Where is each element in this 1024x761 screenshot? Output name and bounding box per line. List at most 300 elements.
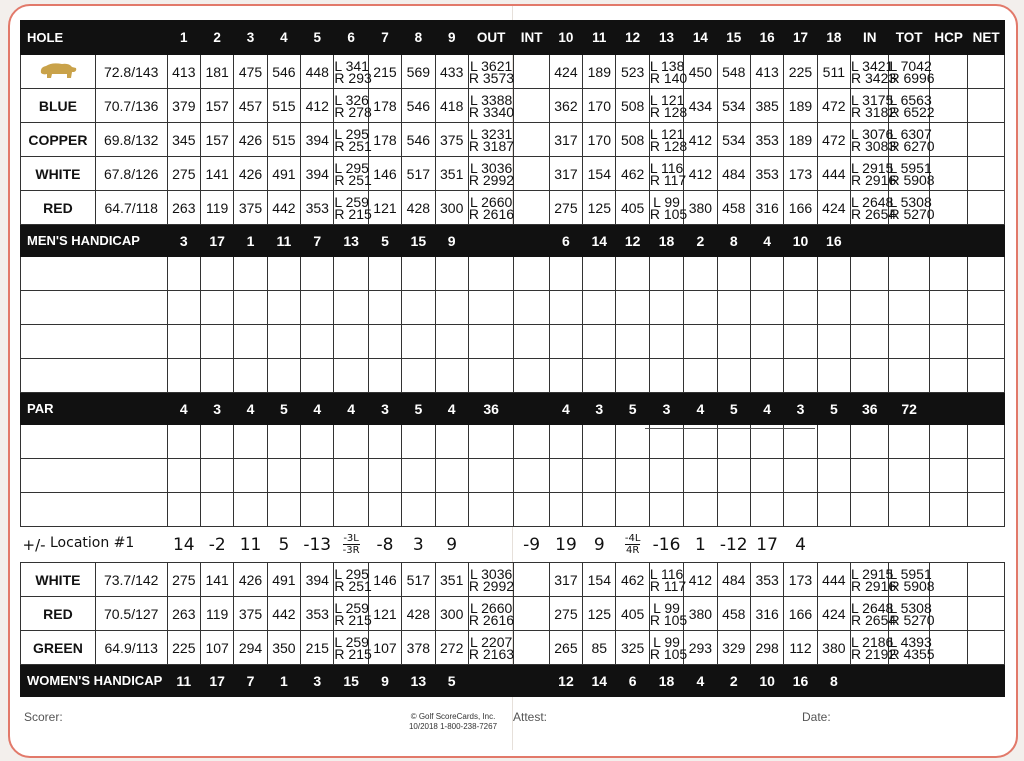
tot-total (889, 55, 935, 89)
net-cell (968, 157, 1005, 191)
score-cell[interactable] (684, 493, 717, 527)
score-cell[interactable] (817, 425, 850, 459)
score-cell[interactable] (684, 425, 717, 459)
value: 4 (549, 393, 582, 425)
handwritten-value: -8 (368, 527, 401, 563)
right-value: R 2616 (468, 611, 515, 628)
score-cell[interactable] (889, 291, 929, 325)
score-cell[interactable] (301, 459, 334, 493)
score-cell[interactable] (435, 359, 468, 393)
in-total (851, 123, 897, 157)
score-cell[interactable] (549, 257, 582, 291)
score-cell[interactable] (929, 493, 967, 527)
handwritten-value: 1 (684, 527, 717, 563)
yardage: 546 (402, 89, 435, 123)
score-cell[interactable] (368, 359, 401, 393)
score-cell[interactable] (929, 425, 967, 459)
score-cell[interactable] (851, 257, 889, 291)
value: 8 (817, 665, 850, 697)
score-cell[interactable] (583, 257, 616, 291)
score-cell[interactable] (784, 459, 817, 493)
value: 4 (334, 393, 368, 425)
player-name-cell[interactable] (21, 493, 168, 527)
score-cell[interactable] (200, 257, 233, 291)
score-cell[interactable] (167, 425, 200, 459)
int-cell (514, 631, 549, 665)
score-cell[interactable] (334, 291, 368, 325)
left-value: L 6563 (889, 91, 932, 108)
score-cell[interactable] (402, 257, 435, 291)
tot-value: 72 (889, 393, 929, 425)
score-cell[interactable] (301, 325, 334, 359)
left-value: L 2915 (851, 565, 894, 582)
score-cell[interactable] (200, 359, 233, 393)
score-cell[interactable] (514, 257, 549, 291)
score-cell[interactable] (368, 459, 401, 493)
score-cell[interactable] (301, 257, 334, 291)
score-cell[interactable] (717, 359, 750, 393)
score-cell[interactable] (968, 359, 1005, 393)
score-cell[interactable] (549, 359, 582, 393)
score-cell[interactable] (684, 257, 717, 291)
score-cell[interactable] (468, 291, 514, 325)
score-cell[interactable] (167, 359, 200, 393)
score-cell[interactable] (616, 325, 649, 359)
score-cell[interactable] (750, 459, 783, 493)
score-cell[interactable] (167, 291, 200, 325)
score-cell[interactable] (649, 257, 683, 291)
right-value: R 3182 (851, 103, 897, 120)
score-cell[interactable] (684, 325, 717, 359)
int-value (514, 665, 549, 697)
yardage: 444 (817, 157, 850, 191)
score-cell[interactable] (402, 459, 435, 493)
yardage: 458 (717, 597, 750, 631)
yardage: 462 (616, 157, 649, 191)
frac-bottom: 4R (626, 545, 640, 556)
score-cell[interactable] (616, 459, 649, 493)
right-value: R 2192 (851, 645, 897, 662)
yardage: 121 (368, 191, 401, 225)
player-name-cell[interactable] (21, 291, 168, 325)
hcp-value (929, 665, 967, 697)
score-cell[interactable] (583, 325, 616, 359)
score-cell[interactable] (301, 291, 334, 325)
score-cell[interactable] (200, 493, 233, 527)
score-cell[interactable] (817, 257, 850, 291)
hole-13-yardage (649, 597, 688, 631)
score-cell[interactable] (817, 459, 850, 493)
score-cell[interactable] (468, 257, 514, 291)
yardage: 546 (402, 123, 435, 157)
score-cell[interactable] (851, 359, 889, 393)
int-label: INT (514, 21, 549, 55)
score-cell[interactable] (200, 325, 233, 359)
yardage: 475 (234, 55, 267, 89)
score-cell[interactable] (583, 359, 616, 393)
score-cell[interactable] (549, 325, 582, 359)
score-cell[interactable] (234, 291, 267, 325)
yardage: 413 (750, 55, 783, 89)
score-cell[interactable] (784, 359, 817, 393)
left-value: L 99 (653, 599, 680, 616)
score-cell[interactable] (649, 359, 683, 393)
left-value: L 341 (334, 57, 369, 74)
score-cell[interactable] (549, 425, 582, 459)
hole-number: 7 (368, 21, 401, 55)
score-cell[interactable] (234, 359, 267, 393)
score-cell[interactable] (435, 257, 468, 291)
score-cell[interactable] (929, 291, 967, 325)
hole-13-yardage (649, 123, 688, 157)
score-cell[interactable] (549, 493, 582, 527)
left-value: L 3421 (851, 57, 894, 74)
score-cell[interactable] (684, 459, 717, 493)
score-cell[interactable] (402, 493, 435, 527)
score-cell[interactable] (889, 325, 929, 359)
score-cell[interactable] (717, 291, 750, 325)
player-name-cell[interactable] (21, 257, 168, 291)
score-cell[interactable] (267, 359, 300, 393)
hole-13-yardage (649, 55, 688, 89)
score-cell[interactable] (267, 325, 300, 359)
score-cell[interactable] (167, 459, 200, 493)
score-cell[interactable] (234, 257, 267, 291)
right-value: R 6270 (889, 137, 935, 154)
plus-minus-symbol: +/- (22, 536, 46, 554)
score-cell[interactable] (717, 459, 750, 493)
score-cell[interactable] (583, 493, 616, 527)
in-total (851, 55, 897, 89)
score-cell[interactable] (402, 325, 435, 359)
score-cell[interactable] (402, 359, 435, 393)
score-cell[interactable] (200, 291, 233, 325)
score-cell[interactable] (649, 291, 683, 325)
score-cell[interactable] (784, 257, 817, 291)
yardage: 351 (435, 563, 468, 597)
value: 3 (368, 393, 401, 425)
right-value: R 117 (649, 171, 687, 188)
score-cell[interactable] (717, 257, 750, 291)
player-name-cell[interactable] (21, 425, 168, 459)
in-total (851, 191, 897, 225)
tot-total (889, 123, 935, 157)
score-cell[interactable] (368, 325, 401, 359)
score-cell[interactable] (784, 425, 817, 459)
value: 7 (234, 665, 267, 697)
score-cell[interactable] (368, 493, 401, 527)
yardage: 362 (549, 89, 582, 123)
yardage: 379 (167, 89, 200, 123)
right-value: R 2916 (851, 577, 897, 594)
date-label: Date: (802, 710, 831, 724)
score-cell[interactable] (301, 359, 334, 393)
score-cell[interactable] (784, 291, 817, 325)
score-cell[interactable] (968, 291, 1005, 325)
score-cell[interactable] (750, 325, 783, 359)
score-entry-row[interactable] (21, 325, 1005, 359)
score-cell[interactable] (301, 425, 334, 459)
score-entry-row[interactable] (21, 459, 1005, 493)
yardage: 353 (301, 597, 334, 631)
score-entry-row[interactable] (21, 257, 1005, 291)
score-cell[interactable] (616, 291, 649, 325)
score-entry-row[interactable] (21, 493, 1005, 527)
score-cell[interactable] (583, 459, 616, 493)
score-cell[interactable] (468, 325, 514, 359)
yardage: 178 (368, 89, 401, 123)
handwritten-value: 17 (750, 527, 783, 563)
score-cell[interactable] (889, 257, 929, 291)
score-cell[interactable] (817, 493, 850, 527)
right-value: R 105 (649, 611, 688, 628)
score-cell[interactable] (368, 425, 401, 459)
score-cell[interactable] (784, 493, 817, 527)
score-cell[interactable] (929, 257, 967, 291)
score-cell[interactable] (851, 459, 889, 493)
value: 4 (750, 225, 783, 257)
empty-cell (929, 527, 967, 563)
score-cell[interactable] (968, 325, 1005, 359)
score-cell[interactable] (334, 325, 368, 359)
score-cell[interactable] (334, 459, 368, 493)
score-cell[interactable] (684, 359, 717, 393)
score-cell[interactable] (717, 425, 750, 459)
yardage: 546 (267, 55, 300, 89)
score-cell[interactable] (750, 359, 783, 393)
yardage: 265 (549, 631, 582, 665)
score-cell[interactable] (514, 291, 549, 325)
score-cell[interactable] (889, 359, 929, 393)
handwritten-value: -13 (301, 527, 334, 563)
plus-minus-row (21, 527, 1005, 563)
value: 3 (200, 393, 233, 425)
value: 4 (234, 393, 267, 425)
score-cell[interactable] (583, 291, 616, 325)
yardage: 353 (750, 563, 783, 597)
right-value: R 2616 (468, 205, 515, 222)
score-cell[interactable] (684, 291, 717, 325)
score-cell[interactable] (167, 257, 200, 291)
score-cell[interactable] (301, 493, 334, 527)
handwritten-value: -9 (514, 527, 549, 563)
score-cell[interactable] (817, 359, 850, 393)
phone-line: 10/2018 1-800-238-7267 (408, 722, 498, 731)
value: 5 (402, 393, 435, 425)
yardage: 189 (583, 55, 616, 89)
score-cell[interactable] (267, 493, 300, 527)
score-cell[interactable] (402, 425, 435, 459)
yardage: 472 (817, 89, 850, 123)
right-value: R 3340 (468, 103, 515, 120)
score-cell[interactable] (167, 325, 200, 359)
score-cell[interactable] (616, 425, 649, 459)
handwritten-value: 3 (402, 527, 435, 563)
left-value: L 3036 (469, 159, 513, 176)
yardage: 170 (583, 89, 616, 123)
net-cell (968, 123, 1005, 157)
score-cell[interactable] (750, 257, 783, 291)
hcp-value (929, 225, 967, 257)
yardage: 426 (234, 123, 267, 157)
score-cell[interactable] (167, 493, 200, 527)
score-cell[interactable] (234, 425, 267, 459)
value: 5 (435, 665, 468, 697)
score-cell[interactable] (968, 493, 1005, 527)
value: 3 (301, 665, 334, 697)
score-cell[interactable] (234, 325, 267, 359)
yardage: 517 (402, 157, 435, 191)
score-entry-row[interactable] (21, 425, 1005, 459)
tot-value (889, 665, 929, 697)
score-cell[interactable] (435, 493, 468, 527)
score-cell[interactable] (267, 459, 300, 493)
score-cell[interactable] (616, 359, 649, 393)
score-cell[interactable] (549, 291, 582, 325)
right-value: R 215 (334, 611, 372, 628)
score-cell[interactable] (514, 325, 549, 359)
score-cell[interactable] (435, 425, 468, 459)
score-cell[interactable] (851, 325, 889, 359)
tee-row (21, 55, 1005, 89)
score-cell[interactable] (334, 425, 368, 459)
score-cell[interactable] (368, 291, 401, 325)
score-cell[interactable] (817, 291, 850, 325)
score-cell[interactable] (514, 425, 549, 459)
score-cell[interactable] (267, 425, 300, 459)
score-cell[interactable] (514, 359, 549, 393)
score-cell[interactable] (468, 425, 514, 459)
score-cell[interactable] (889, 425, 929, 459)
value: 11 (267, 225, 300, 257)
score-cell[interactable] (717, 325, 750, 359)
tee-row (21, 563, 1005, 597)
handwritten-value: 5 (267, 527, 300, 563)
net-cell (968, 597, 1005, 631)
yardage: 462 (616, 563, 649, 597)
score-cell[interactable] (435, 291, 468, 325)
score-cell[interactable] (616, 493, 649, 527)
bear-icon (38, 59, 78, 84)
score-cell[interactable] (750, 291, 783, 325)
score-cell[interactable] (889, 459, 929, 493)
score-cell[interactable] (889, 493, 929, 527)
score-cell[interactable] (929, 359, 967, 393)
value: 5 (267, 393, 300, 425)
yardage: 515 (267, 89, 300, 123)
tee-row (21, 191, 1005, 225)
left-value: L 99 (653, 633, 680, 650)
score-cell[interactable] (851, 291, 889, 325)
score-cell[interactable] (435, 459, 468, 493)
score-cell[interactable] (929, 325, 967, 359)
in-total (851, 631, 897, 665)
score-cell[interactable] (468, 493, 514, 527)
value: 7 (301, 225, 334, 257)
score-cell[interactable] (851, 425, 889, 459)
score-cell[interactable] (334, 493, 368, 527)
player-name-cell[interactable] (21, 325, 168, 359)
score-cell[interactable] (334, 257, 368, 291)
score-cell[interactable] (583, 425, 616, 459)
value: 4 (167, 393, 200, 425)
score-entry-row[interactable] (21, 291, 1005, 325)
net-cell (968, 563, 1005, 597)
score-cell[interactable] (200, 425, 233, 459)
course-rating: 72.8/143 (95, 55, 167, 89)
player-name-cell[interactable] (21, 459, 168, 493)
score-cell[interactable] (616, 257, 649, 291)
yardage: 378 (402, 631, 435, 665)
left-value: L 2915 (851, 159, 894, 176)
score-cell[interactable] (968, 425, 1005, 459)
score-cell[interactable] (368, 257, 401, 291)
right-value: R 140 (649, 69, 688, 86)
score-cell[interactable] (514, 493, 549, 527)
tee-name (21, 55, 96, 89)
player-name-cell[interactable] (21, 359, 168, 393)
score-cell[interactable] (750, 425, 783, 459)
score-cell[interactable] (200, 459, 233, 493)
score-cell[interactable] (851, 493, 889, 527)
yardage: 375 (234, 191, 267, 225)
score-cell[interactable] (784, 325, 817, 359)
hcp-cell (929, 89, 967, 123)
right-value: R 251 (334, 577, 372, 594)
value: 10 (784, 225, 817, 257)
score-cell[interactable] (435, 325, 468, 359)
yardage: 154 (583, 157, 616, 191)
score-cell[interactable] (968, 459, 1005, 493)
score-cell[interactable] (234, 459, 267, 493)
left-value: L 3621 (469, 57, 513, 74)
score-cell[interactable] (468, 359, 514, 393)
score-cell[interactable] (549, 459, 582, 493)
score-cell[interactable] (468, 459, 514, 493)
yardage: 426 (234, 157, 267, 191)
left-value: L 6307 (889, 125, 932, 142)
score-cell[interactable] (817, 325, 850, 359)
left-value: L 5951 (889, 565, 932, 582)
left-value: L 4393 (889, 633, 932, 650)
score-cell[interactable] (968, 257, 1005, 291)
score-cell[interactable] (929, 459, 967, 493)
mens-handicap-row (21, 225, 1005, 257)
score-cell[interactable] (334, 359, 368, 393)
score-cell[interactable] (649, 493, 683, 527)
score-cell[interactable] (267, 291, 300, 325)
score-cell[interactable] (649, 459, 683, 493)
value: 14 (583, 225, 616, 257)
score-cell[interactable] (649, 325, 683, 359)
score-cell[interactable] (402, 291, 435, 325)
score-entry-row[interactable] (21, 359, 1005, 393)
score-cell[interactable] (717, 493, 750, 527)
yardage: 426 (234, 563, 267, 597)
yardage: 119 (200, 597, 233, 631)
yardage: 146 (368, 157, 401, 191)
score-cell[interactable] (267, 257, 300, 291)
score-cell[interactable] (649, 425, 683, 459)
score-cell[interactable] (234, 493, 267, 527)
hole-number: 18 (817, 21, 850, 55)
yardage: 433 (435, 55, 468, 89)
right-value: R 4355 (889, 645, 935, 662)
score-cell[interactable] (514, 459, 549, 493)
int-cell (514, 157, 549, 191)
score-cell[interactable] (750, 493, 783, 527)
hcp-label: HCP (929, 21, 967, 55)
